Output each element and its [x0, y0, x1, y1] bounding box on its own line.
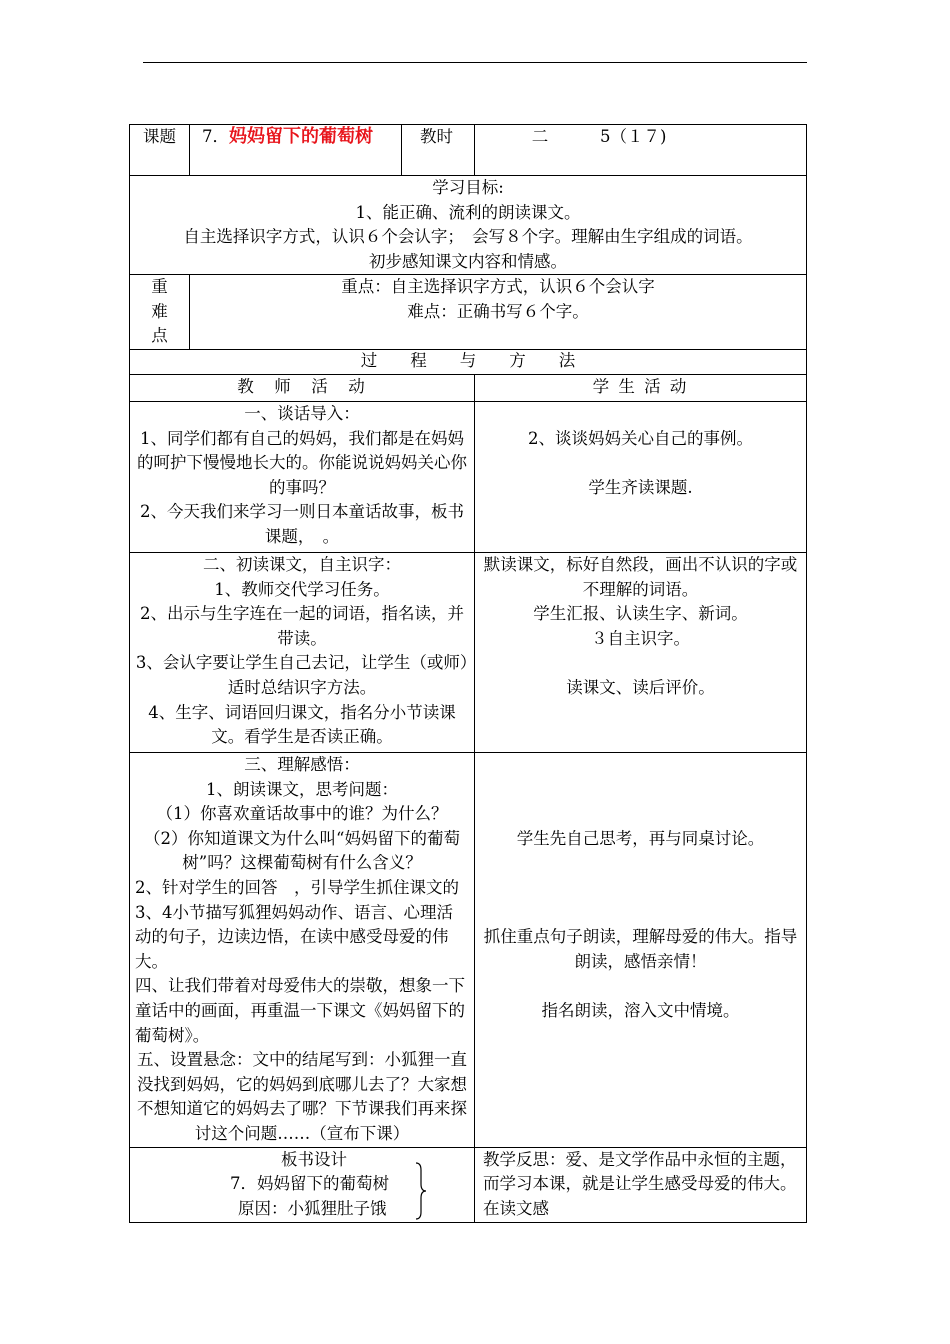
key-points-label: [130, 275, 190, 350]
activity-line: 五、设置悬念：文中的结尾写到：小狐狸一直没找到妈妈，它的妈妈到底哪儿去了？大家想不想知道它的妈妈去了哪？下节课我们再来探讨这个问题……（宣布下课）: [137, 1050, 467, 1143]
topic-label: 课题: [130, 125, 190, 176]
section-row: [130, 553, 807, 753]
activity-line: 1、朗读课文，思考问题：: [206, 779, 398, 799]
objectives-heading: 学习目标:: [432, 178, 504, 197]
teacher-activity-heading: 教 师 活 动: [130, 375, 475, 402]
brace-icon: [414, 1162, 428, 1220]
lesson-plan-table: [129, 124, 807, 1223]
student-activity: [475, 402, 807, 553]
date-value: 5（１７): [600, 127, 667, 146]
activity-line: 一、谈话导入：: [244, 404, 360, 423]
activity-line: 1、同学们都有自己的妈妈，我们都是在妈妈的呵护下慢慢地长大的。你能说说妈妈关心你的事吗？: [137, 428, 467, 497]
activity-line: [480, 778, 801, 803]
activity-line: 1、教师交代学习任务。: [214, 579, 390, 599]
objective-item: 初步感知课文内容和情感。: [369, 251, 567, 271]
activity-line: [480, 851, 801, 876]
key-points-label-chars: [135, 275, 184, 349]
objectives-row: [130, 176, 807, 275]
key-points-row: [130, 275, 807, 350]
hours-value: 二: [531, 127, 549, 146]
activity-line: [480, 753, 801, 778]
teacher-activity: [130, 402, 475, 553]
activity-line: 2、今天我们来学习一则日本童话故事，板书课题， 。: [140, 502, 464, 546]
activity-line: ３自主识字。: [591, 628, 690, 648]
key-points-label-char: 重: [151, 277, 168, 296]
board-design: [130, 1147, 475, 1222]
key-difficulty: 难点：正确书写６个字。: [407, 301, 589, 321]
activity-line: 2、出示与生字连在一起的词语，指名读，并带读。: [140, 604, 464, 648]
key-points-label-char: 难: [151, 301, 168, 321]
activity-line: （1）你喜欢童话故事中的谁？为什么？: [156, 804, 448, 824]
activity-line: 四、让我们带着对母爱伟大的崇敬，想象一下童话中的画面，再重温一下课文《妈妈留下的葡萄树》。: [135, 976, 465, 1045]
header-rule: [143, 62, 807, 63]
objective-item: 自主选择识字方式，认识６个会认字； 会写８个字。理解由生字组成的词语。: [183, 227, 753, 246]
activity-line: 3、会认字要让学生自己去记，让学生（或师）适时总结识字方法。: [135, 653, 469, 697]
hours-label: 教时: [402, 125, 475, 176]
teacher-activity: [130, 553, 475, 753]
student-activity-heading: 学 生 活 动: [475, 375, 807, 402]
topic-title: 妈妈留下的葡萄树: [229, 126, 373, 147]
activity-line: 默读课文，标好自然段，画出不认识的字或不理解的词语。: [483, 555, 798, 599]
objectives-list: [135, 201, 801, 275]
activity-line: [480, 974, 801, 999]
key-points-cell: [190, 275, 807, 350]
activity-line: 2、针对学生的回答 ，引导学生抓住课文的3、4小节描写狐狸妈妈动作、语言、心理活动的句子，边读边悟，在读中感受母爱的伟大。: [135, 877, 459, 971]
activity-line: 二、初读课文，自主识字：: [203, 555, 401, 574]
activity-line: 三、理解感悟：: [244, 755, 360, 774]
activity-line: 指名朗读，溶入文中情境。: [541, 1000, 740, 1020]
topic-number: 7．: [202, 127, 229, 146]
process-heading: 过 程 与 方 法: [130, 350, 807, 375]
hours-cell: [475, 125, 807, 176]
activity-line: 4、生字、词语回归课文，指名分小节读课文。看学生是否读正确。: [148, 702, 456, 747]
board-row: [130, 1147, 807, 1222]
header-row: [130, 125, 807, 176]
topic-cell: [190, 125, 402, 176]
objectives-cell: [130, 176, 807, 275]
activity-line: [480, 901, 801, 926]
activity-line: [480, 876, 801, 901]
activity-line: [480, 451, 801, 476]
activity-line: 学生先自己思考，再与同桌讨论。: [516, 828, 765, 848]
student-activity: [475, 753, 807, 1148]
activity-line: [480, 651, 801, 676]
objective-item: 1、能正确、流利的朗读课文。: [355, 202, 581, 222]
board-line-2: 原因：小狐狸肚子饿: [238, 1198, 387, 1218]
board-heading: 板书设计: [281, 1149, 347, 1169]
key-focus: 重点：自主选择识字方式，认识６个会认字: [341, 277, 655, 296]
teaching-reflection: 教学反思：爱、是文学作品中永恒的主题，而学习本课，就是让学生感受母爱的伟大。在读文感: [475, 1147, 807, 1222]
section-row: [130, 753, 807, 1148]
process-heading-row: [130, 350, 807, 375]
activity-line: [480, 402, 801, 427]
activity-line: 学生汇报、认读生字、新词。: [533, 604, 748, 624]
activity-heading-row: [130, 375, 807, 402]
teacher-activity: [130, 753, 475, 1148]
activity-line: [480, 802, 801, 827]
key-points-label-char: 点: [151, 326, 168, 346]
activity-line: 抓住重点句子朗读，理解母爱的伟大。指导朗读，感悟亲情！: [483, 927, 798, 971]
section-row: [130, 402, 807, 553]
activity-line: 读课文、读后评价。: [566, 677, 715, 697]
student-activity: [475, 553, 807, 753]
activity-line: （2）你知道课文为什么叫“妈妈留下的葡萄树”吗？这棵葡萄树有什么含义？: [144, 828, 460, 873]
board-line-1: 7．妈妈留下的葡萄树: [230, 1174, 389, 1194]
activity-line: 2、谈谈妈妈关心自己的事例。: [528, 428, 753, 448]
activity-line: 学生齐读课题.: [588, 477, 693, 497]
